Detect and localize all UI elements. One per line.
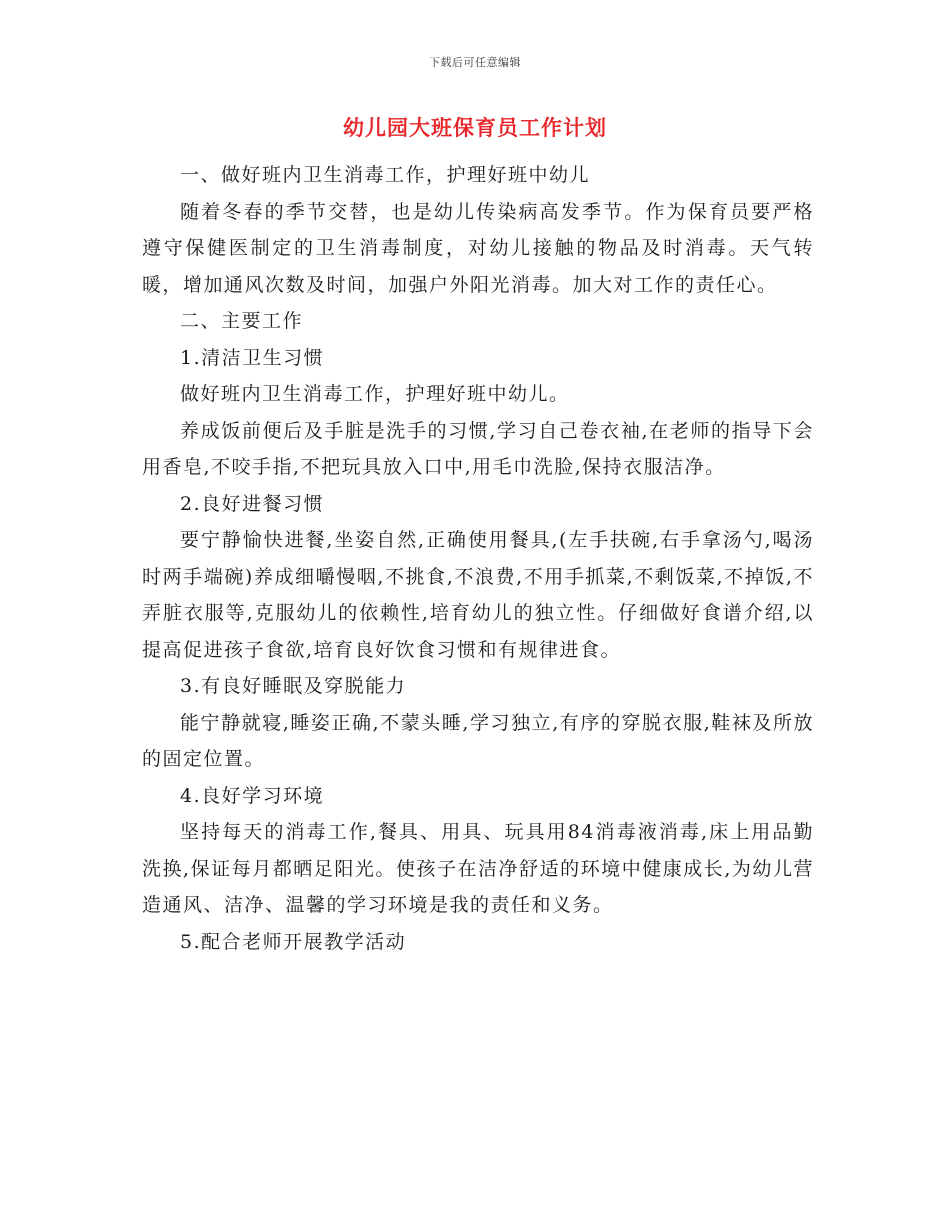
section-heading-2: 二、主要工作 [180, 310, 304, 332]
subheading: 5.配合老师开展教学活动 [180, 930, 407, 953]
subheading: 1.清洁卫生习惯 [180, 346, 325, 369]
subheading: 2.良好进餐习惯 [180, 492, 325, 515]
document-title: 幼儿园大班保育员工作计划 [343, 115, 607, 140]
paragraph: 养成饭前便后及手脏是洗手的习惯,学习自己卷衣袖,在老师的指导下会用香皂,不咬手指,不把玩具放入口中,用毛巾洗脸,保持衣服洁净。 [142, 419, 814, 478]
paragraph: 坚持每天的消毒工作,餐具、用具、玩具用84消毒液消毒,床上用品勤洗换,保证每月都晒足阳光。使孩子在洁净舒适的环境中健康成长,为幼儿营造通风、洁净、温馨的学习环境是我的责任和义务。 [142, 821, 814, 916]
section-heading-1: 一、做好班内卫生消毒工作，护理好班中幼儿 [180, 164, 591, 186]
paragraph: 做好班内卫生消毒工作，护理好班中幼儿。 [180, 383, 570, 405]
subheading: 3.有良好睡眠及穿脱能力 [180, 675, 407, 697]
header-note: 下载后可任意编辑 [429, 56, 521, 69]
paragraph: 能宁静就寝,睡姿正确,不蒙头睡,学习独立,有序的穿脱衣服,鞋袜及所放的固定位置。 [142, 711, 814, 770]
subheading: 4.良好学习环境 [180, 784, 325, 807]
document-body [142, 157, 814, 960]
paragraph: 随着冬春的季节交替，也是幼儿传染病高发季节。作为保育员要严格遵守保健医制定的卫生消毒制度，对幼儿接触的物品及时消毒。天气转暖，增加通风次数及时间，加强户外阳光消毒。加大对工作的责任心。 [142, 200, 814, 296]
paragraph: 要宁静愉快进餐,坐姿自然,正确使用餐具,(左手扶碗,右手拿汤勺,喝汤时两手端碗)养成细嚼慢咽,不挑食,不浪费,不用手抓菜,不剩饭菜,不掉饭,不弄脏衣服等,克服幼儿的依赖性,培育幼儿的独立性。仔细做好食谱介绍,以提高促进孩子食欲,培育良好饮食习惯和有规律进食。 [142, 529, 814, 661]
